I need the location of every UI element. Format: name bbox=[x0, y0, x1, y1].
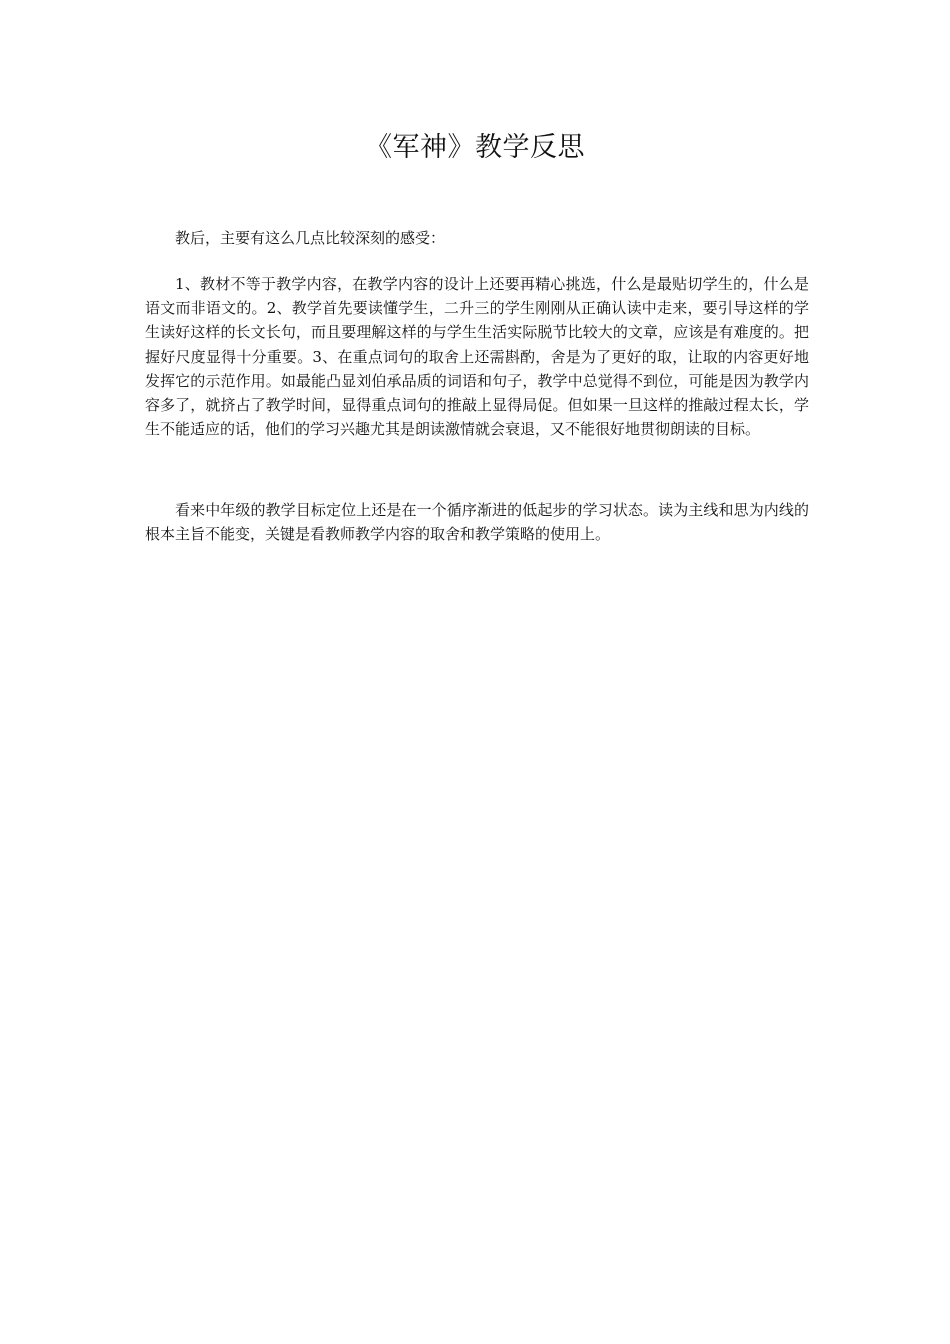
paragraph-reflections: 1、教材不等于教学内容，在教学内容的设计上还要再精心挑选，什么是最贴切学生的，什么是语文而非语文的。2、教学首先要读懂学生，二升三的学生刚刚从正确认读中走来，要引导这样的学生读好这样的长文长句，而且要理解这样的与学生生活实际脱节比较大的文章，应该是有难度的。把握好尺度显得十分重要。3、在重点词句的取舍上还需斟酌，舍是为了更好的取，让取的内容更好地发挥它的示范作用。如最能凸显刘伯承品质的词语和句子，教学中总觉得不到位，可能是因为教学内容多了，就挤占了教学时间，显得重点词句的推敲上显得局促。但如果一旦这样的推敲过程太长，学生不能适应的话，他们的学习兴趣尤其是朗读激情就会衰退，又不能很好地贯彻朗读的目标。 bbox=[145, 275, 809, 439]
paragraph-conclusion: 看来中年级的教学目标定位上还是在一个循序渐进的低起步的学习状态。读为主线和思为内线的根本主旨不能变，关键是看教师教学内容的取舍和教学策略的使用上。 bbox=[145, 501, 809, 544]
paragraph-intro: 教后，主要有这么几点比较深刻的感受： bbox=[175, 229, 446, 247]
document-title: 《军神》教学反思 bbox=[365, 132, 585, 163]
